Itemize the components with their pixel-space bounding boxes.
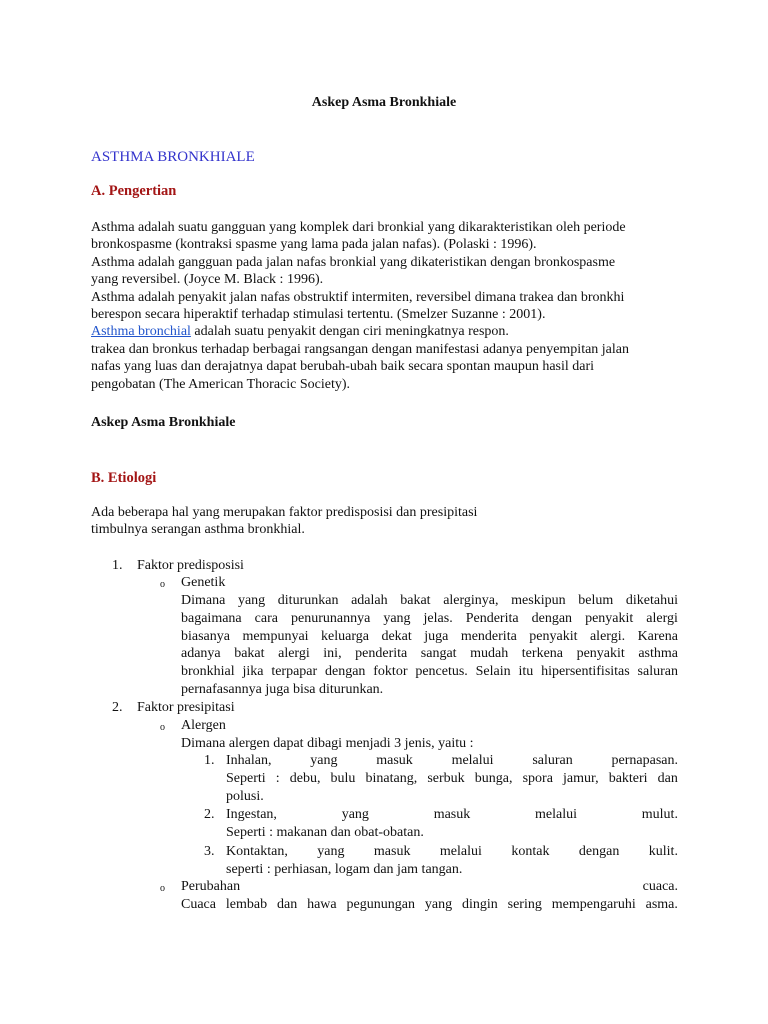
word: Dimana	[181, 593, 226, 608]
word: diturunkan	[277, 593, 339, 608]
word: yang	[317, 844, 345, 859]
word: bakat	[234, 646, 265, 662]
word: Ingestan,	[226, 807, 277, 822]
word: saluran	[532, 753, 573, 768]
asthma-bronchial-link[interactable]: Asthma bronchial	[91, 324, 191, 340]
word: saluran	[637, 664, 678, 680]
word: juga	[424, 628, 449, 644]
word: alergi	[278, 646, 310, 662]
word: jika	[242, 664, 264, 680]
list-number: 2.	[112, 700, 123, 715]
alergen-intro: Dimana alergen dapat dibagi menjadi 3 jenis, yaitu :	[181, 736, 474, 751]
word: itu	[518, 664, 534, 680]
word: cuaca.	[642, 879, 678, 894]
word: asma.	[645, 896, 678, 912]
word: keluarga	[321, 628, 369, 644]
heading-pengertian: A. Pengertian	[91, 183, 177, 199]
word: dan	[276, 896, 298, 912]
text-line	[181, 628, 678, 646]
word: bronkhial	[181, 664, 235, 680]
text-line	[226, 770, 678, 788]
word: Kontaktan,	[226, 844, 288, 859]
heading-etiologi: B. Etiologi	[91, 470, 157, 486]
bullet-icon: o	[160, 722, 165, 733]
word: masuk	[433, 807, 471, 822]
word: dekat	[381, 628, 412, 644]
text-line	[226, 752, 678, 770]
word: diketahui	[625, 593, 678, 608]
word: kulit.	[648, 844, 678, 859]
word: yang	[341, 807, 369, 822]
word: Selain	[475, 664, 511, 680]
word: penyakit	[585, 610, 634, 626]
word: penderita	[355, 646, 408, 662]
word: mudah	[470, 646, 509, 662]
word: pegunungan	[346, 896, 415, 912]
word: dingin	[461, 896, 498, 912]
text-line: Asthma adalah suatu gangguan yang komplek dari bronkial yang dikarakteristikan oleh periode	[91, 220, 626, 235]
alergen-type-kontaktan	[226, 843, 678, 879]
text-line	[181, 645, 678, 663]
text-line: trakea dan bronkus terhadap berbagai rangsangan dengan manifestasi adanya penyempitan jalan	[91, 341, 630, 357]
word: melalui	[535, 807, 578, 822]
alergen-type-inhalan	[226, 752, 678, 805]
word: spora	[522, 770, 553, 786]
word: sangat	[420, 646, 457, 662]
word: ini,	[323, 646, 342, 662]
word: foktor	[373, 664, 408, 680]
word: bagaimana	[181, 610, 242, 626]
word: jamur,	[563, 770, 599, 786]
word: yang	[237, 593, 266, 608]
word: alergi.	[589, 628, 626, 644]
word: biasanya	[181, 628, 230, 644]
list-number: 1.	[204, 753, 215, 768]
word: cara	[254, 610, 278, 626]
word: jelas.	[423, 610, 453, 626]
word: alerginya,	[443, 593, 499, 608]
word: bakat	[400, 593, 431, 608]
word: adalah	[351, 593, 388, 608]
word: bulu	[330, 770, 356, 786]
text-line	[91, 323, 681, 340]
bullet-icon: o	[160, 579, 165, 590]
bullet-icon: o	[160, 883, 165, 894]
word: pencetus.	[415, 664, 468, 680]
text-line	[181, 896, 678, 914]
sublist-label: Genetik	[181, 575, 226, 590]
word: Perubahan	[181, 879, 241, 894]
word: yang	[383, 610, 411, 626]
text-line	[181, 878, 678, 896]
text-line: pernafasannya juga bisa diturunkan.	[181, 681, 384, 697]
word: hawa	[307, 896, 337, 912]
word: bunga,	[474, 770, 513, 786]
list-item-label: Faktor presipitasi	[137, 700, 235, 715]
word: mulut.	[641, 807, 678, 822]
text-line: yang reversibel. (Joyce M. Black : 1996).	[91, 272, 324, 288]
sublist-label: Alergen	[181, 718, 226, 733]
word: Karena	[637, 628, 678, 644]
word: alergi	[646, 610, 678, 626]
word: dan	[657, 770, 678, 786]
word: yang	[424, 896, 453, 912]
genetik-paragraph	[181, 592, 678, 699]
cuaca-paragraph	[181, 878, 678, 914]
word: melalui	[439, 844, 482, 859]
document-title: Askep Asma Bronkhiale	[311, 95, 457, 110]
text-line: bronkospasme (kontraksi spasme yang lama pada jalan nafas). (Polaski : 1996).	[91, 237, 537, 253]
word: masuk	[376, 753, 413, 768]
list-number: 1.	[112, 558, 123, 573]
word: adanya	[181, 646, 221, 662]
text-line: berespon secara hiperaktif terhadap stimulasi tertentu. (Smelzer Suzanne : 2001).	[91, 307, 546, 323]
word: penurunannya	[290, 610, 371, 626]
list-number: 2.	[204, 807, 215, 822]
text-line: Asthma adalah gangguan pada jalan nafas bronkial yang dikateristikan dengan bronkospasme	[91, 254, 616, 270]
word: Cuaca	[181, 896, 216, 912]
alergen-type-ingestan	[226, 806, 678, 842]
word: penyakit	[576, 646, 625, 662]
text-line: Asthma adalah penyakit jalan nafas obstruktif intermiten, reversibel dimana trakea dan bronkhi	[91, 289, 625, 305]
word: asthma	[638, 646, 678, 662]
word: terpapar	[271, 664, 318, 680]
pengertian-paragraph	[91, 219, 681, 393]
word: belum	[578, 593, 614, 608]
word: mempengaruhi	[551, 896, 636, 912]
word: serbuk	[427, 770, 465, 786]
list-item-label: Faktor predisposisi	[137, 558, 244, 573]
word: masuk	[373, 844, 411, 859]
subtitle: Askep Asma Bronkhiale	[91, 415, 236, 430]
etiologi-intro	[91, 504, 681, 539]
word: kontak	[511, 844, 550, 859]
word: meskipun	[511, 593, 566, 608]
list-number: 3.	[204, 844, 215, 859]
word: sering	[507, 896, 542, 912]
section-heading: ASTHMA BRONKHIALE	[91, 149, 255, 165]
text-line: polusi.	[226, 788, 264, 804]
word: debu,	[289, 770, 321, 786]
word: terkena	[521, 646, 563, 662]
word: menderita	[460, 628, 517, 644]
text-line: timbulnya serangan asthma bronkhial.	[91, 522, 305, 538]
word: lembab	[225, 896, 268, 912]
word: Penderita	[465, 610, 519, 626]
text-line: seperti : perhiasan, logam dan jam tangan.	[226, 861, 463, 877]
word: pernapasan.	[611, 753, 678, 768]
word: bakteri	[608, 770, 648, 786]
word: melalui	[451, 753, 494, 768]
word: mempunyai	[242, 628, 309, 644]
text-line	[181, 610, 678, 628]
text-line: pengobatan (The American Thoracic Society).	[91, 376, 351, 392]
word: Seperti	[226, 770, 266, 786]
text-line: Seperti : makanan dan obat-obatan.	[226, 824, 424, 840]
text-line: Ada beberapa hal yang merupakan faktor predisposisi dan presipitasi	[91, 505, 478, 520]
text-line	[181, 592, 678, 610]
word: hipersentifisitas	[541, 664, 630, 680]
word: yang	[310, 753, 338, 768]
text-line: nafas yang luas dan derajatnya dapat berubah-ubah baik secara spontan maupun hasil dari	[91, 359, 595, 375]
word: :	[275, 770, 280, 786]
word: dengan	[531, 610, 573, 626]
text-line	[181, 663, 678, 681]
word: Inhalan,	[226, 753, 272, 768]
text-line	[226, 806, 678, 824]
word: dengan	[325, 664, 366, 680]
word: binatang,	[365, 770, 418, 786]
word: penyakit	[529, 628, 578, 644]
text-line	[226, 843, 678, 861]
word: dengan	[578, 844, 620, 859]
link-line-rest: adalah suatu penyakit dengan ciri meningkatnya respon.	[190, 324, 509, 340]
